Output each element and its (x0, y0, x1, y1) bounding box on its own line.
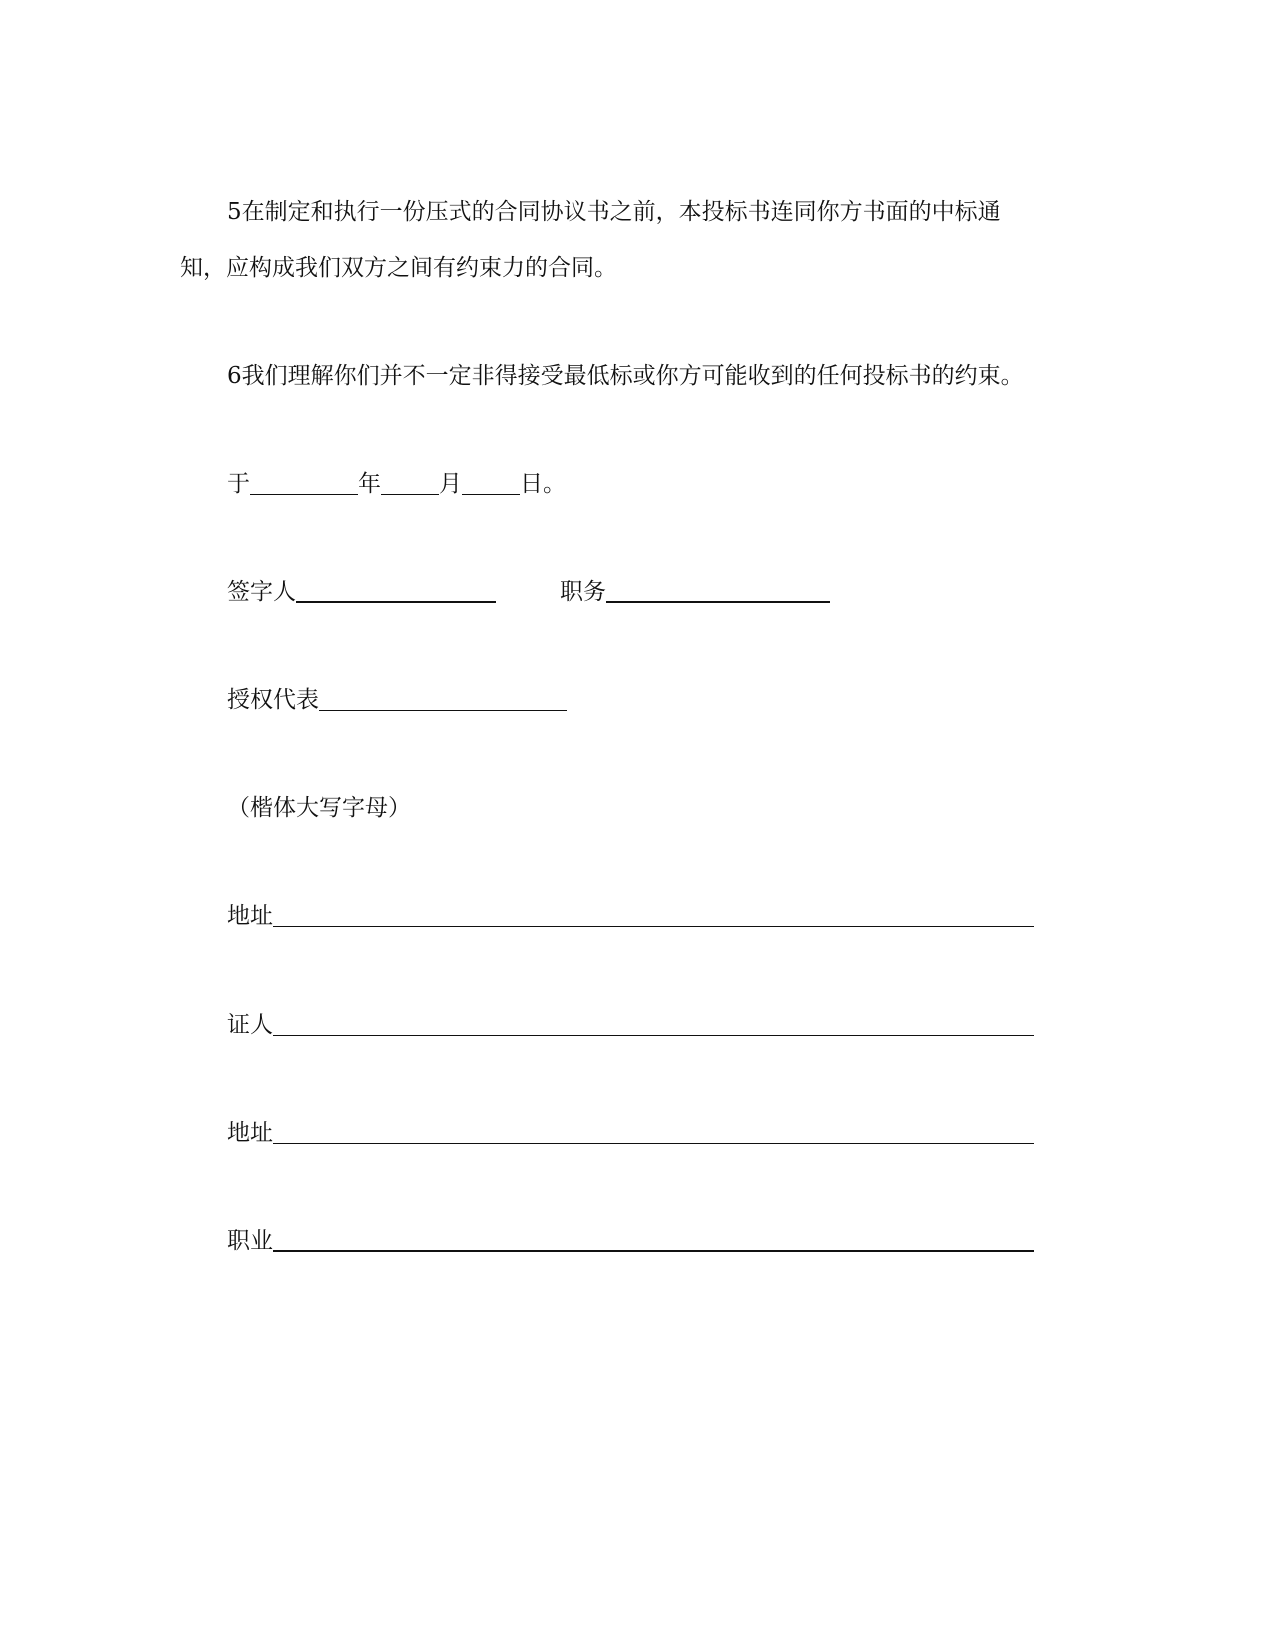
month-blank[interactable] (381, 472, 439, 495)
year-label: 年 (358, 471, 381, 497)
day-label: 日。 (520, 471, 566, 497)
day-blank[interactable] (462, 472, 520, 495)
representative-blank[interactable] (319, 688, 567, 711)
signer-line (227, 576, 496, 608)
address-blank-2[interactable] (273, 1121, 1034, 1144)
date-prefix: 于 (227, 471, 250, 497)
address-blank-1[interactable] (273, 904, 1034, 927)
note-text: （楷体大写字母） (227, 795, 411, 821)
paragraph-6 (227, 360, 1024, 392)
address-label-1: 地址 (227, 903, 273, 929)
witness-blank[interactable] (273, 1013, 1034, 1036)
position-label: 职务 (560, 579, 606, 605)
date-line (227, 468, 566, 500)
representative-line (227, 684, 567, 716)
witness-line (227, 1009, 1034, 1041)
representative-label: 授权代表 (227, 687, 319, 713)
occupation-label: 职业 (227, 1228, 273, 1254)
occupation-blank[interactable] (273, 1228, 1034, 1252)
signer-blank[interactable] (296, 579, 496, 603)
paragraph-5-line-1 (227, 196, 1001, 228)
position-blank[interactable] (606, 579, 830, 603)
occupation-line (227, 1225, 1034, 1257)
witness-label: 证人 (227, 1012, 273, 1038)
paragraph-5-line-2 (180, 252, 617, 284)
signer-label: 签字人 (227, 579, 296, 605)
address-label-2: 地址 (227, 1120, 273, 1146)
paragraph-5-text-2: 知，应构成我们双方之间有约束力的合同。 (180, 255, 617, 281)
capital-letters-note (227, 792, 411, 824)
paragraph-5-text-1: 5在制定和执行一份压式的合同协议书之前，本投标书连同你方书面的中标通 (227, 199, 1001, 225)
month-label: 月 (439, 471, 462, 497)
address-line-1 (227, 900, 1034, 932)
year-blank[interactable] (250, 472, 358, 495)
paragraph-6-text: 6我们理解你们并不一定非得接受最低标或你方可能收到的任何投标书的约束。 (227, 363, 1024, 389)
address-line-2 (227, 1117, 1034, 1149)
position-line (560, 576, 830, 608)
